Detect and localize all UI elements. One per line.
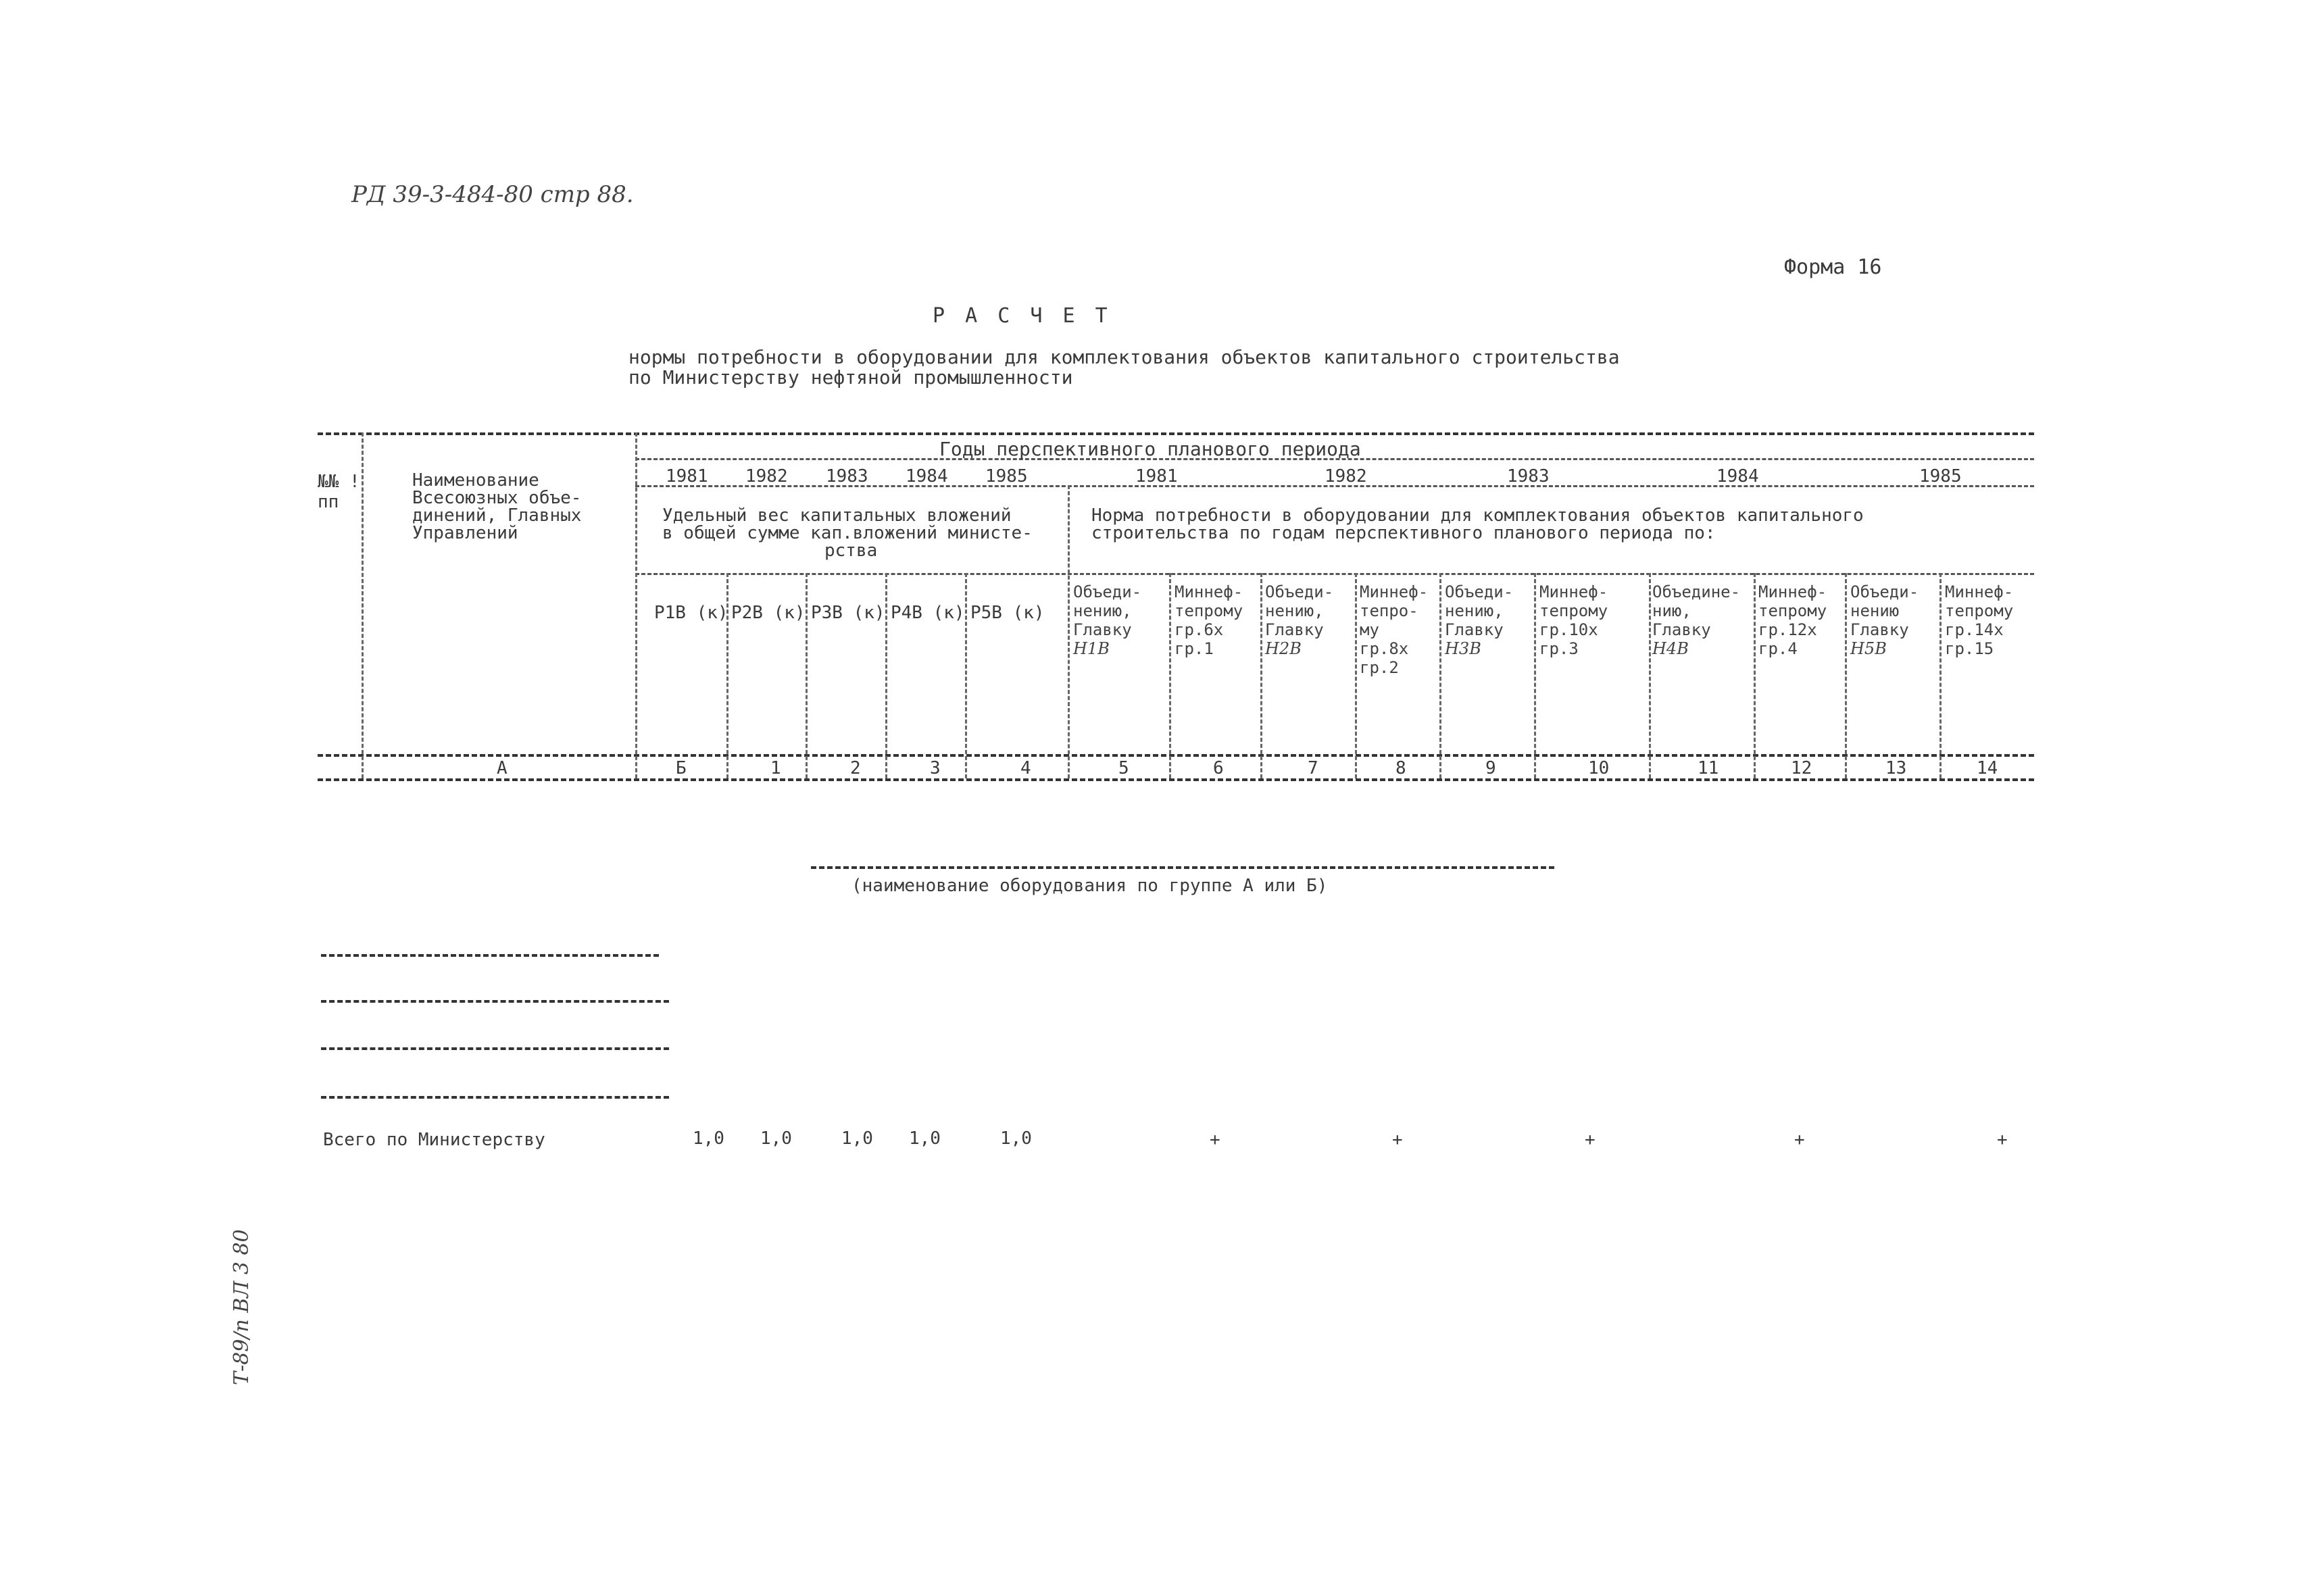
col-number-11: 11 — [1698, 758, 1719, 778]
col-number-8: 8 — [1395, 758, 1406, 778]
entry-line — [321, 1096, 669, 1099]
total-value-3: 1,0 — [841, 1128, 873, 1149]
subtitle-line-2: по Министерству нефтяной промышленности — [628, 366, 1073, 389]
share-col-p3: P3В (к) — [811, 603, 885, 623]
norm-col-5: Объеди- нению, Главку Н1В — [1073, 582, 1142, 658]
col-separator — [1169, 573, 1171, 778]
form-label: Форма 16 — [1784, 255, 1882, 279]
col-separator — [1439, 573, 1441, 778]
col-separator — [1754, 573, 1756, 778]
share-col-p1: P1В (к) — [654, 603, 728, 623]
col-separator — [1260, 573, 1262, 778]
norm-col-14: Миннеф- тепрому гр.14х гр.15 — [1945, 582, 2014, 658]
total-plus-2: + — [1392, 1130, 1403, 1150]
year-right-1981: 1981 — [1135, 466, 1178, 487]
col-number-12: 12 — [1791, 758, 1812, 778]
total-plus-1: + — [1210, 1130, 1220, 1150]
col-number-9: 9 — [1485, 758, 1496, 778]
total-plus-5: + — [1997, 1130, 2008, 1150]
share-col-p4: P4В (к) — [891, 603, 965, 623]
norm-col-11: Объедине- нию, Главку Н4В — [1652, 582, 1741, 658]
year-left-1984: 1984 — [906, 466, 948, 487]
total-value-1: 1,0 — [693, 1128, 724, 1149]
norm-col-8: Миннеф- тепро- му гр.8х гр.2 — [1360, 582, 1429, 677]
year-right-1984: 1984 — [1716, 466, 1759, 487]
column-numbers-top-rule — [318, 754, 2034, 757]
col-number-5: 5 — [1118, 758, 1129, 778]
col-separator — [965, 573, 967, 778]
equipment-caption: (наименование оборудования по группе А или Б) — [851, 876, 1328, 896]
table-bottom-border — [318, 778, 2034, 781]
col-number-13: 13 — [1885, 758, 1907, 778]
share-header: Удельный вес капитальных вложений в общей сумме кап.вложений министе- рства — [662, 505, 1033, 561]
col-separator — [1649, 573, 1651, 778]
share-col-p2: P2В (к) — [731, 603, 806, 623]
year-right-1983: 1983 — [1507, 466, 1550, 487]
total-value-4: 1,0 — [909, 1128, 941, 1149]
norm-col-13: Объеди- нению Главку Н5В — [1850, 582, 1919, 658]
col-number-A: А — [497, 758, 508, 778]
share-col-p5: P5В (к) — [970, 603, 1045, 623]
year-right-1985: 1985 — [1919, 466, 1962, 487]
col-num-header: №№ ! пп — [318, 472, 360, 512]
col-number-4: 4 — [1020, 758, 1031, 778]
col-number-14: 14 — [1977, 758, 1998, 778]
col-separator — [1355, 573, 1357, 778]
norm-col-9: Объеди- нению, Главку Н3В — [1445, 582, 1514, 658]
total-plus-4: + — [1794, 1130, 1805, 1150]
page-title: Р А С Ч Е Т — [933, 304, 1112, 328]
norm-col-6: Миннеф- тепрому гр.6х гр.1 — [1175, 582, 1243, 658]
col-number-10: 10 — [1588, 758, 1610, 778]
equipment-name-blank — [811, 866, 1554, 869]
col-separator — [1845, 573, 1847, 778]
year-left-1985: 1985 — [985, 466, 1028, 487]
year-left-1982: 1982 — [745, 466, 788, 487]
col-separator — [806, 573, 808, 778]
norm-col-7: Объеди- нению, Главку Н2В — [1265, 582, 1334, 658]
year-left-1983: 1983 — [826, 466, 868, 487]
col-number-7: 7 — [1308, 758, 1318, 778]
entry-line — [321, 954, 659, 957]
year-left-1981: 1981 — [666, 466, 708, 487]
col-number-1: 1 — [770, 758, 781, 778]
col-number-B: Б — [676, 758, 687, 778]
margin-note: Т-89/п ВЛ 3 80 — [230, 1229, 253, 1385]
col-number-2: 2 — [850, 758, 861, 778]
col-separator — [885, 573, 887, 778]
norm-col-12: Миннеф- тепрому гр.12х гр.4 — [1758, 582, 1827, 658]
table-top-border — [318, 432, 2034, 435]
total-value-5: 1,0 — [1000, 1128, 1032, 1149]
col-number-3: 3 — [930, 758, 941, 778]
norm-header: Норма потребности в оборудовании для комплектования объектов капитального строительства по годам перспективного планового периода по: — [1091, 505, 1864, 543]
col-separator — [362, 432, 364, 778]
col-number-6: 6 — [1213, 758, 1224, 778]
col-name-header: Наименование Всесоюзных объе- динений, Главных Управлений — [412, 470, 582, 543]
total-value-2: 1,0 — [760, 1128, 792, 1149]
col-separator — [1068, 485, 1070, 778]
col-separator — [635, 432, 637, 778]
years-period-header: Годы перспективного планового периода — [939, 438, 1361, 460]
entry-line — [321, 1000, 669, 1003]
col-separator — [1939, 573, 1942, 778]
entry-line — [321, 1047, 669, 1050]
subtitle-line-1: нормы потребности в оборудовании для комплектования объектов капитального строительства — [628, 346, 1620, 368]
document-reference: РД 39-3-484-80 стр 88. — [351, 181, 634, 208]
total-label: Всего по Министерству — [323, 1130, 545, 1150]
total-plus-3: + — [1585, 1130, 1596, 1150]
year-right-1982: 1982 — [1325, 466, 1367, 487]
subheader-rule — [635, 573, 2034, 575]
col-separator — [1534, 573, 1536, 778]
norm-col-10: Миннеф- тепрому гр.10х гр.3 — [1539, 582, 1608, 658]
